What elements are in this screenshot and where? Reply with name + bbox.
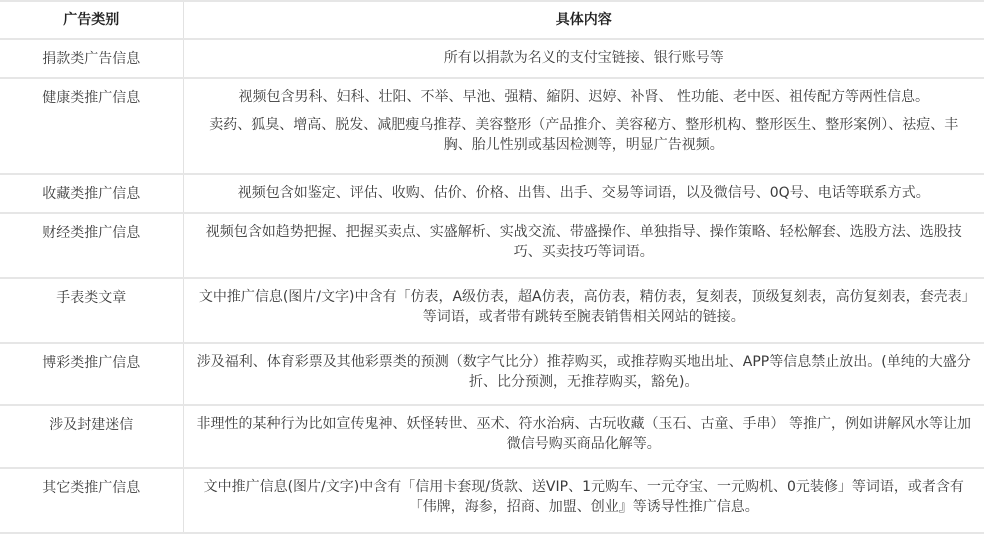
content-text: 视频包含如鉴定、评估、收购、估价、价格、出售、出手、交易等词语，以及微信号、0Q号、电话等联系方式。 xyxy=(237,185,930,201)
category-cell: 其它类推广信息 xyxy=(0,468,183,533)
table-row xyxy=(0,343,984,405)
category-cell: 博彩类推广信息 xyxy=(0,343,183,405)
table-row xyxy=(0,174,984,213)
table-header-row xyxy=(0,1,984,39)
column-header-content: 具体内容 xyxy=(183,1,984,39)
category-cell: 健康类推广信息 xyxy=(0,78,183,174)
category-cell: 手表类文章 xyxy=(0,278,183,343)
table-row xyxy=(0,39,984,78)
content-text: 文中推广信息(图片/文字)中含有「信用卡套现/货款、送VIP、1元购车、一元夺宝、一元购机、0元装修」等词语，或者含有「伟牌，海参，招商、加盟、创业』等诱导性推广信息。 xyxy=(203,479,964,515)
content-text: 非理性的某种行为比如宣传鬼神、妖怪转世、巫术、符水治病、古玩收藏（玉石、古童、手串） 等推广，例如讲解风水等让加微信号购买商品化解等。 xyxy=(196,416,971,452)
content-text: 所有以捐款为名义的支付宝链接、银行账号等 xyxy=(443,50,724,66)
category-cell: 涉及封建迷信 xyxy=(0,405,183,468)
table-row xyxy=(0,468,984,533)
content-cell xyxy=(183,213,984,278)
content-cell xyxy=(183,343,984,405)
table-row xyxy=(0,78,984,174)
column-header-category: 广告类别 xyxy=(0,1,183,39)
content-cell xyxy=(183,468,984,533)
content-text: 卖药、狐臭、增高、脱发、减肥瘦乌推荐、美容整形（产品推介、美容秘方、整形机构、整形医生、整形案例）、祛痘、丰胸、胎儿性别或基因检测等，明显广告视频。 xyxy=(209,117,959,153)
table-row xyxy=(0,213,984,278)
content-cell xyxy=(183,405,984,468)
content-cell xyxy=(183,39,984,78)
category-cell: 捐款类广告信息 xyxy=(0,39,183,78)
content-text: 涉及福利、体育彩票及其他彩票类的预测（数字气比分）推荐购买，或推荐购买地出址、APP等信息禁止放出。(单纯的大盛分折、比分预测，无推荐购买，豁免)。 xyxy=(196,354,971,390)
content-cell xyxy=(183,174,984,213)
category-cell: 收藏类推广信息 xyxy=(0,174,183,213)
content-cell xyxy=(183,78,984,174)
content-text: 视频包含如趋势把握、把握买卖点、实盛解析、实战交流、带盛操作、单独指导、操作策略、轻松解套、选股方法、选股技巧、买卖技巧等词语。 xyxy=(205,224,962,260)
content-text: 文中推广信息(图片/文字)中含有「仿表，A级仿表，超A仿表，高仿表，精仿表，复刻表，顶级复刻表，高仿复刻表，套壳表」等词语，或者带有跳转至腕表销售相关网站的链接。 xyxy=(198,289,969,325)
content-text: 视频包含男科、妇科、壮阳、不举、早池、强精、縮阴、迟婷、补肾、 性功能、老中医、祖传配方等两性信息。 xyxy=(238,89,929,105)
table-row xyxy=(0,405,984,468)
table-row xyxy=(0,278,984,343)
category-cell: 财经类推广信息 xyxy=(0,213,183,278)
content-cell xyxy=(183,278,984,343)
